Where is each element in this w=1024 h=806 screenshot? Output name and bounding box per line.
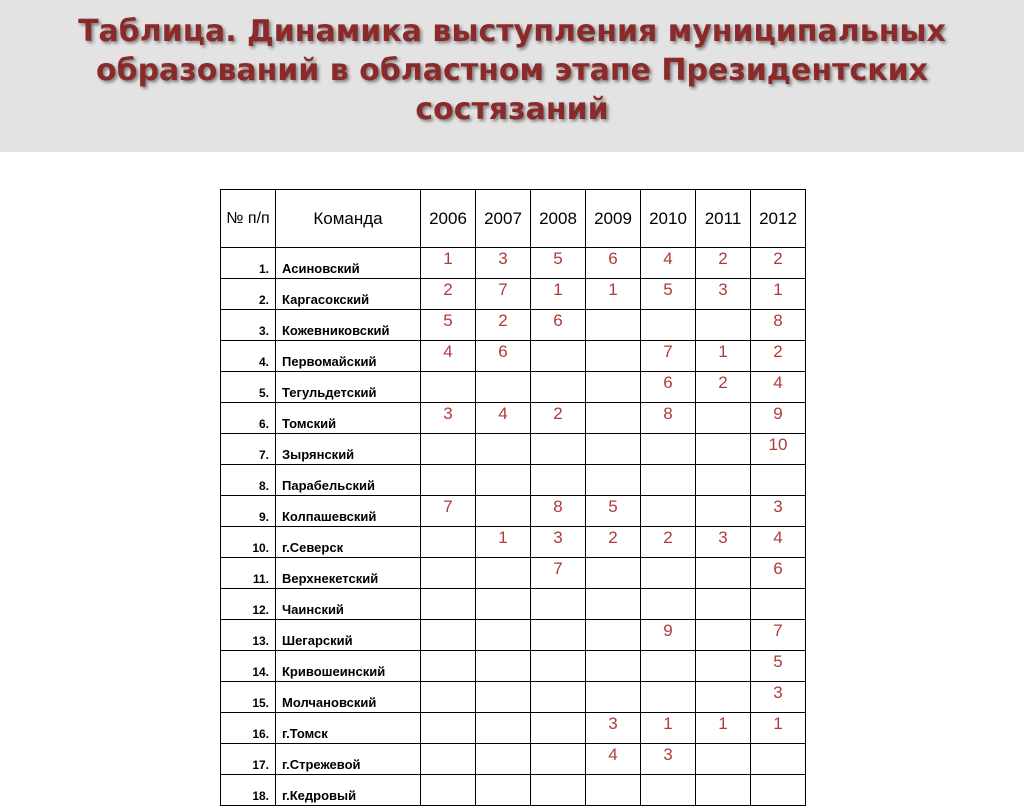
place-cell: [476, 434, 531, 465]
team-name: г.Северск: [276, 527, 421, 558]
header-team: Команда: [276, 190, 421, 248]
place-cell: 4: [751, 527, 806, 558]
header-num: № п/п: [221, 190, 276, 248]
place-cell: 1: [751, 713, 806, 744]
place-cell: 8: [531, 496, 586, 527]
table-row: [221, 651, 806, 682]
place-cell: 4: [641, 248, 696, 279]
place-cell: [696, 465, 751, 496]
team-name: Асиновский: [276, 248, 421, 279]
team-name: Кривошеинский: [276, 651, 421, 682]
table-row: [221, 775, 806, 806]
place-cell: 2: [586, 527, 641, 558]
place-cell: 5: [751, 651, 806, 682]
place-cell: 5: [421, 310, 476, 341]
place-cell: 1: [751, 279, 806, 310]
place-cell: 1: [531, 279, 586, 310]
place-cell: [586, 310, 641, 341]
place-cell: [476, 620, 531, 651]
place-cell: [476, 496, 531, 527]
place-cell: 4: [751, 372, 806, 403]
place-cell: [586, 558, 641, 589]
place-cell: [586, 434, 641, 465]
place-cell: [696, 620, 751, 651]
team-name: г.Томск: [276, 713, 421, 744]
header-year-2009: 2009: [586, 190, 641, 248]
place-cell: [586, 651, 641, 682]
slide-title: Таблица. Динамика выступления муниципальных образований в областном этапе Президентских состязаний: [78, 14, 946, 127]
place-cell: 3: [531, 527, 586, 558]
header-year-2008: 2008: [531, 190, 586, 248]
team-name: Молчановский: [276, 682, 421, 713]
place-cell: [476, 589, 531, 620]
place-cell: [421, 775, 476, 806]
place-cell: [641, 310, 696, 341]
team-name: Кожевниковский: [276, 310, 421, 341]
place-cell: [696, 744, 751, 775]
table-row: [221, 465, 806, 496]
place-cell: [531, 465, 586, 496]
row-number: 9.: [221, 496, 276, 527]
place-cell: [421, 682, 476, 713]
header-year-2010: 2010: [641, 190, 696, 248]
row-number: 13.: [221, 620, 276, 651]
row-number: 10.: [221, 527, 276, 558]
place-cell: 7: [421, 496, 476, 527]
place-cell: [696, 434, 751, 465]
place-cell: 3: [641, 744, 696, 775]
team-name: Каргасокский: [276, 279, 421, 310]
place-cell: [586, 589, 641, 620]
row-number: 5.: [221, 372, 276, 403]
place-cell: 2: [641, 527, 696, 558]
place-cell: [586, 465, 641, 496]
table-row: [221, 744, 806, 775]
place-cell: [696, 682, 751, 713]
place-cell: [421, 527, 476, 558]
place-cell: [421, 558, 476, 589]
team-name: Тегульдетский: [276, 372, 421, 403]
place-cell: 10: [751, 434, 806, 465]
row-number: 17.: [221, 744, 276, 775]
place-cell: [641, 682, 696, 713]
place-cell: [586, 403, 641, 434]
place-cell: [641, 465, 696, 496]
place-cell: 3: [751, 496, 806, 527]
place-cell: [586, 775, 641, 806]
place-cell: [696, 651, 751, 682]
place-cell: 6: [751, 558, 806, 589]
place-cell: 5: [641, 279, 696, 310]
table-row: [221, 403, 806, 434]
place-cell: [531, 775, 586, 806]
team-name: г.Кедровый: [276, 775, 421, 806]
place-cell: 1: [476, 527, 531, 558]
place-cell: 6: [641, 372, 696, 403]
place-cell: [421, 651, 476, 682]
place-cell: 2: [531, 403, 586, 434]
row-number: 8.: [221, 465, 276, 496]
place-cell: 6: [476, 341, 531, 372]
place-cell: 1: [421, 248, 476, 279]
table-row: [221, 372, 806, 403]
place-cell: [696, 403, 751, 434]
row-number: 16.: [221, 713, 276, 744]
place-cell: [641, 434, 696, 465]
row-number: 12.: [221, 589, 276, 620]
place-cell: 4: [421, 341, 476, 372]
place-cell: [476, 713, 531, 744]
results-table-wrapper: [220, 189, 806, 806]
place-cell: 8: [751, 310, 806, 341]
place-cell: [696, 589, 751, 620]
place-cell: 5: [586, 496, 641, 527]
place-cell: [531, 434, 586, 465]
place-cell: 2: [421, 279, 476, 310]
place-cell: [696, 496, 751, 527]
place-cell: 3: [586, 713, 641, 744]
place-cell: 2: [751, 341, 806, 372]
place-cell: [531, 620, 586, 651]
row-number: 2.: [221, 279, 276, 310]
table-row: [221, 527, 806, 558]
place-cell: [421, 713, 476, 744]
place-cell: [476, 465, 531, 496]
place-cell: 3: [751, 682, 806, 713]
place-cell: [476, 775, 531, 806]
place-cell: [421, 465, 476, 496]
row-number: 7.: [221, 434, 276, 465]
table-row: [221, 434, 806, 465]
header-year-2007: 2007: [476, 190, 531, 248]
table-row: [221, 341, 806, 372]
place-cell: 6: [531, 310, 586, 341]
team-name: Зырянский: [276, 434, 421, 465]
row-number: 14.: [221, 651, 276, 682]
place-cell: [476, 558, 531, 589]
place-cell: [641, 496, 696, 527]
place-cell: [476, 682, 531, 713]
place-cell: [696, 310, 751, 341]
place-cell: 2: [751, 248, 806, 279]
place-cell: 7: [476, 279, 531, 310]
place-cell: 7: [751, 620, 806, 651]
place-cell: 3: [421, 403, 476, 434]
header-year-2011: 2011: [696, 190, 751, 248]
place-cell: [751, 744, 806, 775]
table-row: [221, 496, 806, 527]
place-cell: [531, 341, 586, 372]
place-cell: 1: [641, 713, 696, 744]
team-name: Первомайский: [276, 341, 421, 372]
place-cell: 1: [696, 341, 751, 372]
place-cell: [696, 558, 751, 589]
place-cell: [531, 589, 586, 620]
place-cell: 6: [586, 248, 641, 279]
place-cell: [421, 434, 476, 465]
table-row: [221, 279, 806, 310]
table-row: [221, 558, 806, 589]
header-year-2006: 2006: [421, 190, 476, 248]
row-number: 11.: [221, 558, 276, 589]
place-cell: 3: [476, 248, 531, 279]
place-cell: [641, 651, 696, 682]
table-row: [221, 310, 806, 341]
place-cell: [476, 651, 531, 682]
place-cell: 9: [641, 620, 696, 651]
place-cell: 9: [751, 403, 806, 434]
place-cell: [696, 775, 751, 806]
place-cell: 2: [696, 372, 751, 403]
place-cell: [586, 620, 641, 651]
team-name: Шегарский: [276, 620, 421, 651]
team-name: Томский: [276, 403, 421, 434]
table-row: [221, 713, 806, 744]
table-body: [221, 248, 806, 806]
place-cell: [751, 465, 806, 496]
title-band: [0, 0, 1024, 152]
place-cell: 7: [641, 341, 696, 372]
row-number: 15.: [221, 682, 276, 713]
place-cell: [421, 372, 476, 403]
place-cell: [421, 620, 476, 651]
place-cell: [421, 744, 476, 775]
place-cell: [421, 589, 476, 620]
table-row: [221, 682, 806, 713]
place-cell: 2: [696, 248, 751, 279]
place-cell: 8: [641, 403, 696, 434]
team-name: Верхнекетский: [276, 558, 421, 589]
header-year-2012: 2012: [751, 190, 806, 248]
place-cell: [586, 341, 641, 372]
row-number: 6.: [221, 403, 276, 434]
place-cell: 4: [586, 744, 641, 775]
table-row: [221, 589, 806, 620]
place-cell: [531, 713, 586, 744]
place-cell: [476, 372, 531, 403]
place-cell: [641, 775, 696, 806]
row-number: 4.: [221, 341, 276, 372]
place-cell: 3: [696, 527, 751, 558]
place-cell: [751, 775, 806, 806]
place-cell: [531, 651, 586, 682]
table-header-row: [221, 190, 806, 248]
row-number: 18.: [221, 775, 276, 806]
team-name: Парабельский: [276, 465, 421, 496]
place-cell: [531, 682, 586, 713]
place-cell: [641, 558, 696, 589]
place-cell: 3: [696, 279, 751, 310]
place-cell: [531, 744, 586, 775]
place-cell: [641, 589, 696, 620]
row-number: 3.: [221, 310, 276, 341]
table-row: [221, 248, 806, 279]
place-cell: [586, 682, 641, 713]
row-number: 1.: [221, 248, 276, 279]
place-cell: [586, 372, 641, 403]
place-cell: 1: [696, 713, 751, 744]
team-name: Чаинский: [276, 589, 421, 620]
place-cell: [751, 589, 806, 620]
place-cell: [476, 744, 531, 775]
place-cell: 4: [476, 403, 531, 434]
results-table: [220, 189, 806, 806]
place-cell: [531, 372, 586, 403]
table-row: [221, 620, 806, 651]
place-cell: 5: [531, 248, 586, 279]
place-cell: 7: [531, 558, 586, 589]
team-name: г.Стрежевой: [276, 744, 421, 775]
team-name: Колпашевский: [276, 496, 421, 527]
place-cell: 1: [586, 279, 641, 310]
place-cell: 2: [476, 310, 531, 341]
